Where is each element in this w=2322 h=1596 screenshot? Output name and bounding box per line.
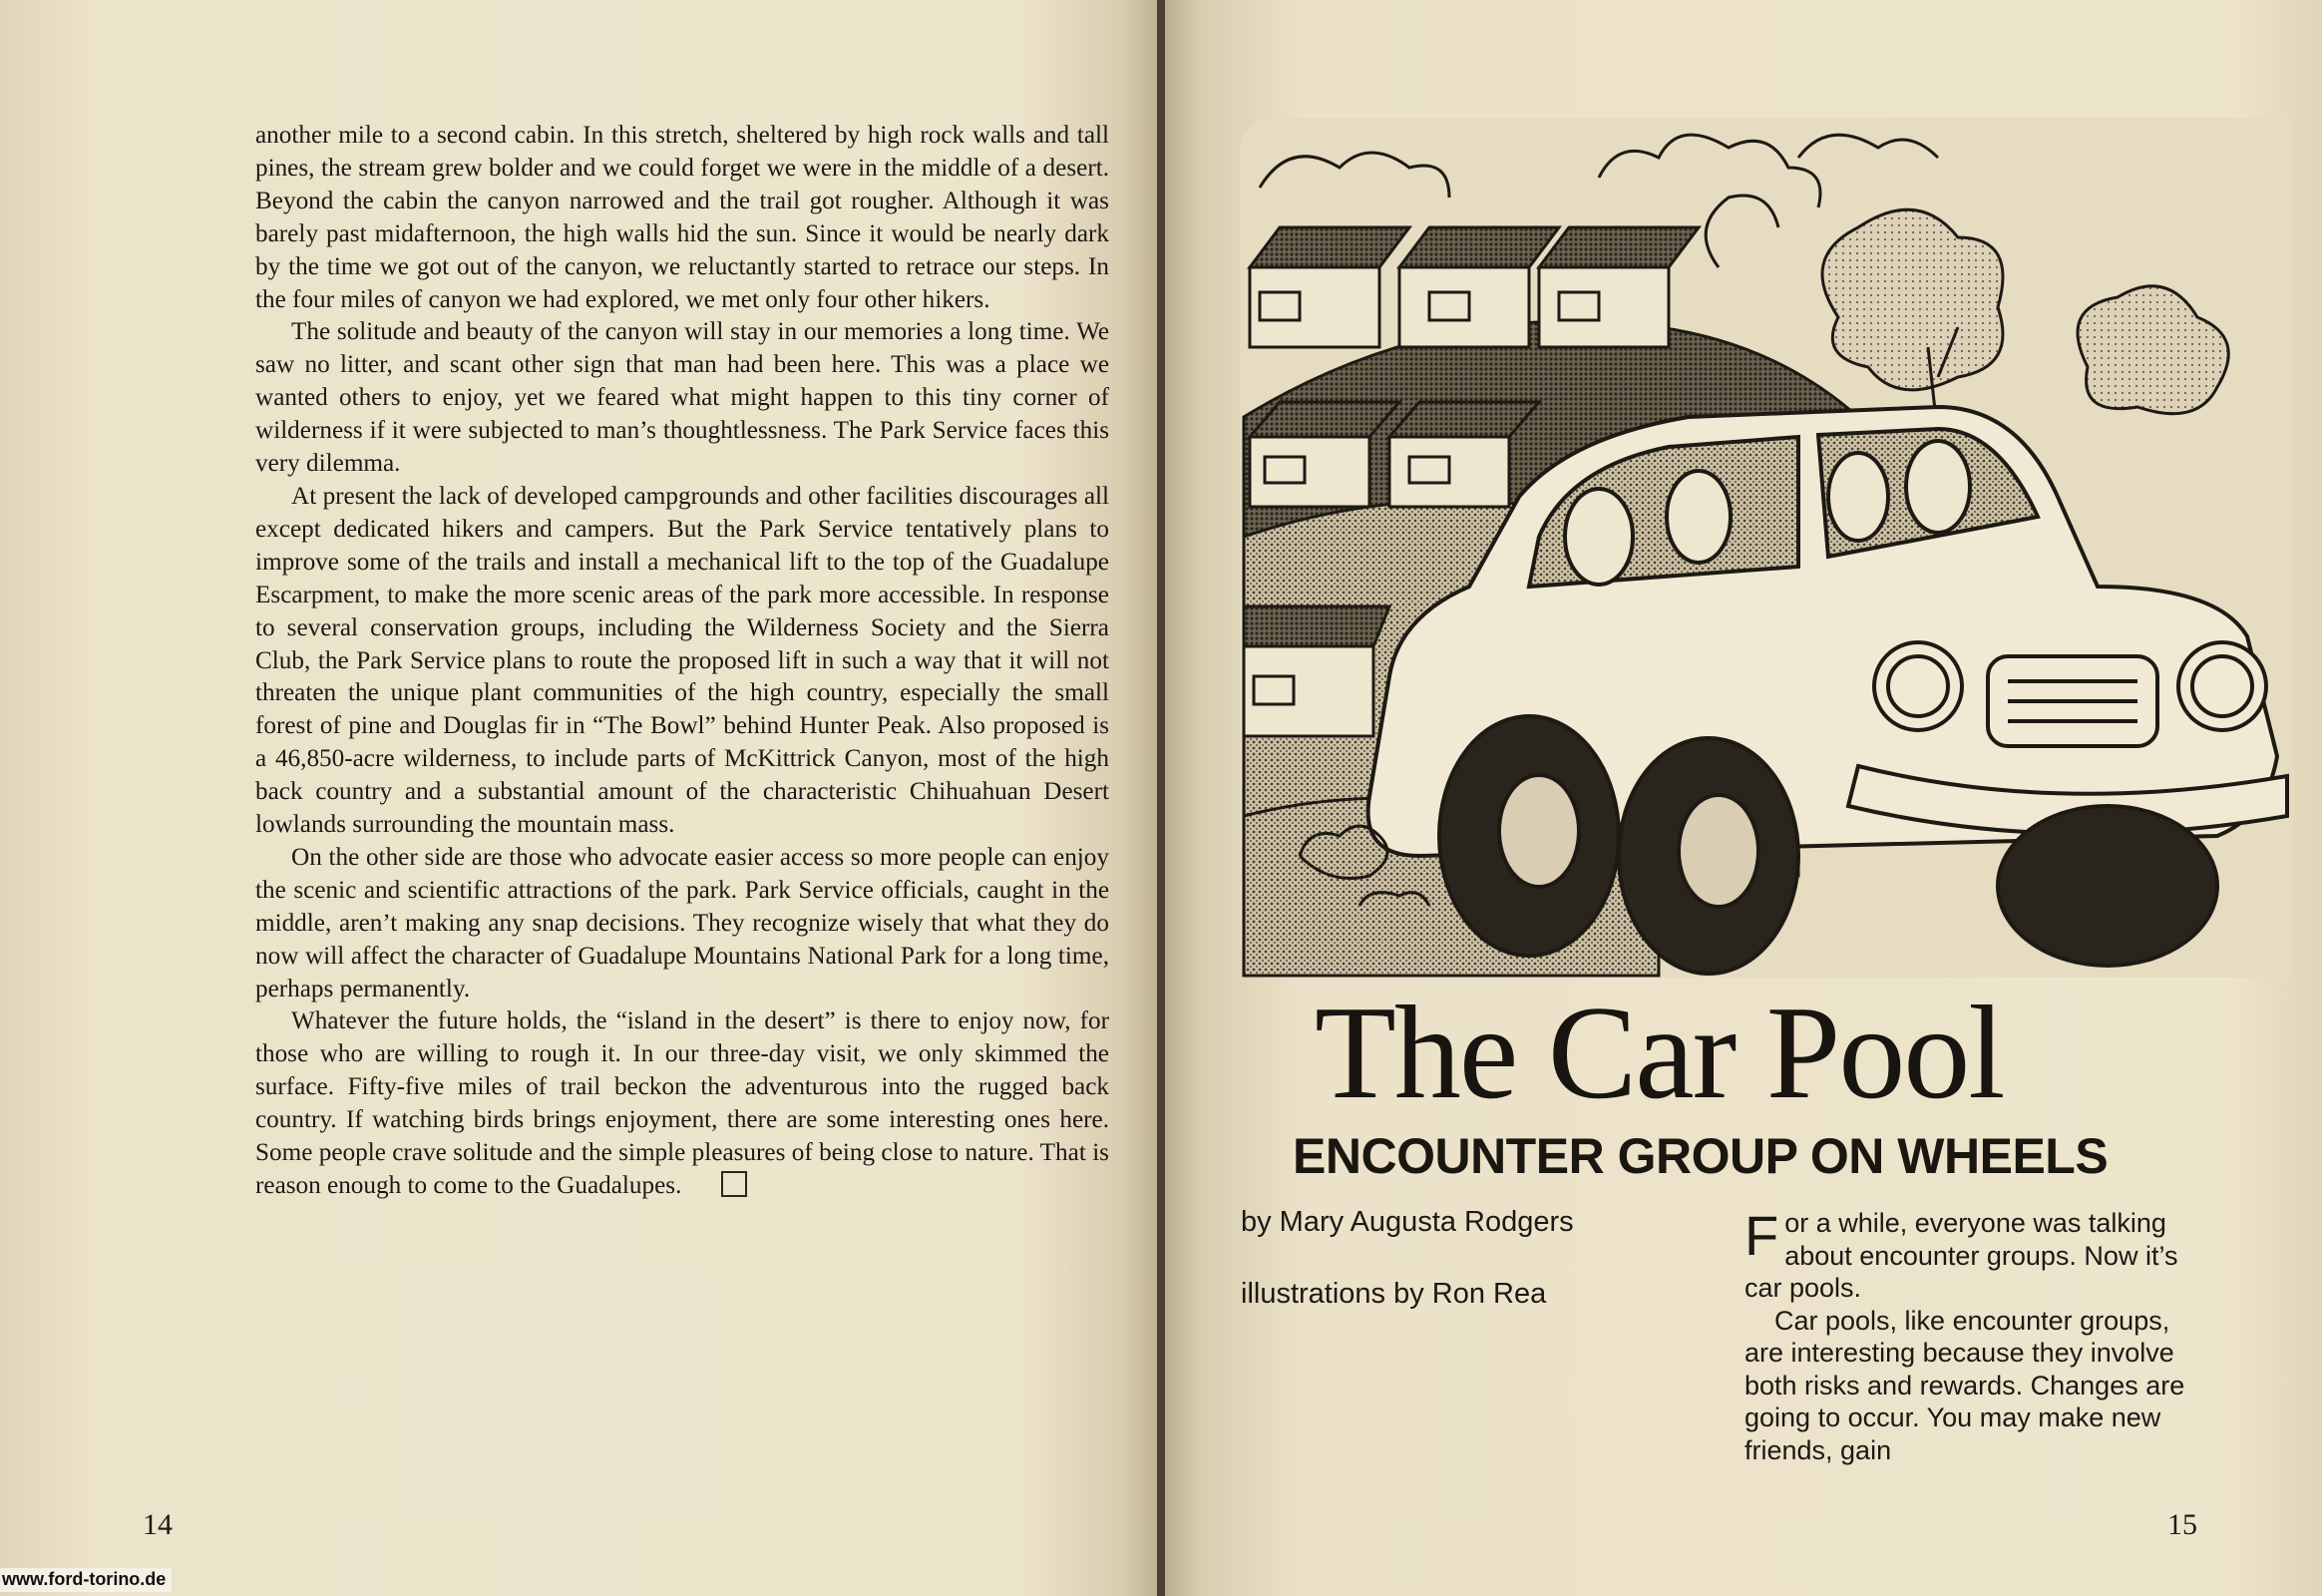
left-article-column bbox=[255, 120, 1109, 1203]
drop-cap: F bbox=[1744, 1204, 1779, 1267]
car-pool-illustration bbox=[1240, 118, 2293, 978]
paragraph-last bbox=[255, 1005, 1109, 1202]
left-page bbox=[0, 0, 1157, 1596]
paragraph-text: Whatever the future holds, the “island in the desert” is there to enjoy now, for those who are willing to rough it. In our three-day visit, we only skimmed the surface. Fifty-five miles of trail beckon the adventurous into the rugged back country. If watching birds brings enjoyment, there are some interesting ones here. Some people crave solitude and the simple pleasures of being close to nature. That is reason enough to come to the Guadalupes. bbox=[255, 1007, 1109, 1199]
page-number-left: 14 bbox=[143, 1508, 173, 1541]
byline-author: by Mary Augusta Rodgers bbox=[1241, 1206, 1574, 1238]
watermark: www.ford-torino.de bbox=[0, 1568, 172, 1592]
article-subtitle: ENCOUNTER GROUP ON WHEELS bbox=[1293, 1128, 2109, 1184]
paragraph: The solitude and beauty of the canyon will stay in our memories a long time. We saw no litter, and scant other sign that man had been here. This was a place we wanted others to enjoy, yet we feared what might happen to this tiny corner of wilderness if it were subjected to man’s thoughtlessness. The Park Service faces this very dilemma. bbox=[255, 318, 1109, 478]
right-article-column bbox=[1744, 1204, 2209, 1466]
paragraph: another mile to a second cabin. In this stretch, sheltered by high rock walls and tall pines, the stream grew bolder and we could forget we were in the middle of a desert. Beyond the cabin the canyon narrowed and the trail got rougher. Although it was barely past midafternoon, the high walls hid the sun. Since it would be nearly dark by the time we got out of the canyon, we reluctantly started to retrace our steps. In the four miles of canyon we had explored, we met only four other hikers. bbox=[255, 122, 1109, 313]
paragraph: At present the lack of developed campgrounds and other facilities discourages all except dedicated hikers and campers. But the Park Service tentatively plans to improve some of the trails and install a mechanical lift to the top of the Guadalupe Escarpment, to make the more scenic areas of the park more accessible. In response to several conservation groups, including the Wilderness Society and the Sierra Club, the Park Service plans to route the proposed lift in such a way that it will not threaten the unique plant communities of the high country, especially the small forest of pine and Douglas fir in “The Bowl” behind Hunter Peak. Also proposed is a 46,850-acre wilderness, to include parts of McKittrick Canyon, most of the high back country and a substantial amount of the characteristic Chihuahuan Desert lowlands surrounding the mountain mass. bbox=[255, 482, 1109, 839]
byline-illustrator: illustrations by Ron Rea bbox=[1241, 1278, 1547, 1310]
paragraph: On the other side are those who advocate easier access so more people can enjoy the scenic and scientific attractions of the park. Park Service officials, caught in the middle, aren’t making any snap decisions. They recognize wisely that what they do now will affect the character of Guadalupe Mountains National Park for a long time, perhaps permanently. bbox=[255, 843, 1109, 1002]
page-number-right: 15 bbox=[2167, 1508, 2197, 1541]
book-gutter bbox=[1157, 0, 1165, 1596]
article-title: The Car Pool bbox=[1315, 979, 2004, 1126]
intro-paragraph-text: or a while, everyone was talking about encounter groups. Now it’s car pools. bbox=[1744, 1208, 2178, 1303]
intro-paragraph bbox=[1744, 1204, 2209, 1305]
end-of-article-mark bbox=[721, 1171, 747, 1197]
paragraph: Car pools, like encounter groups, are interesting because they involve both risks and rewards. Changes are going to occur. You may make new friends, gain bbox=[1744, 1305, 2185, 1465]
illustration-svg bbox=[1240, 118, 2293, 978]
